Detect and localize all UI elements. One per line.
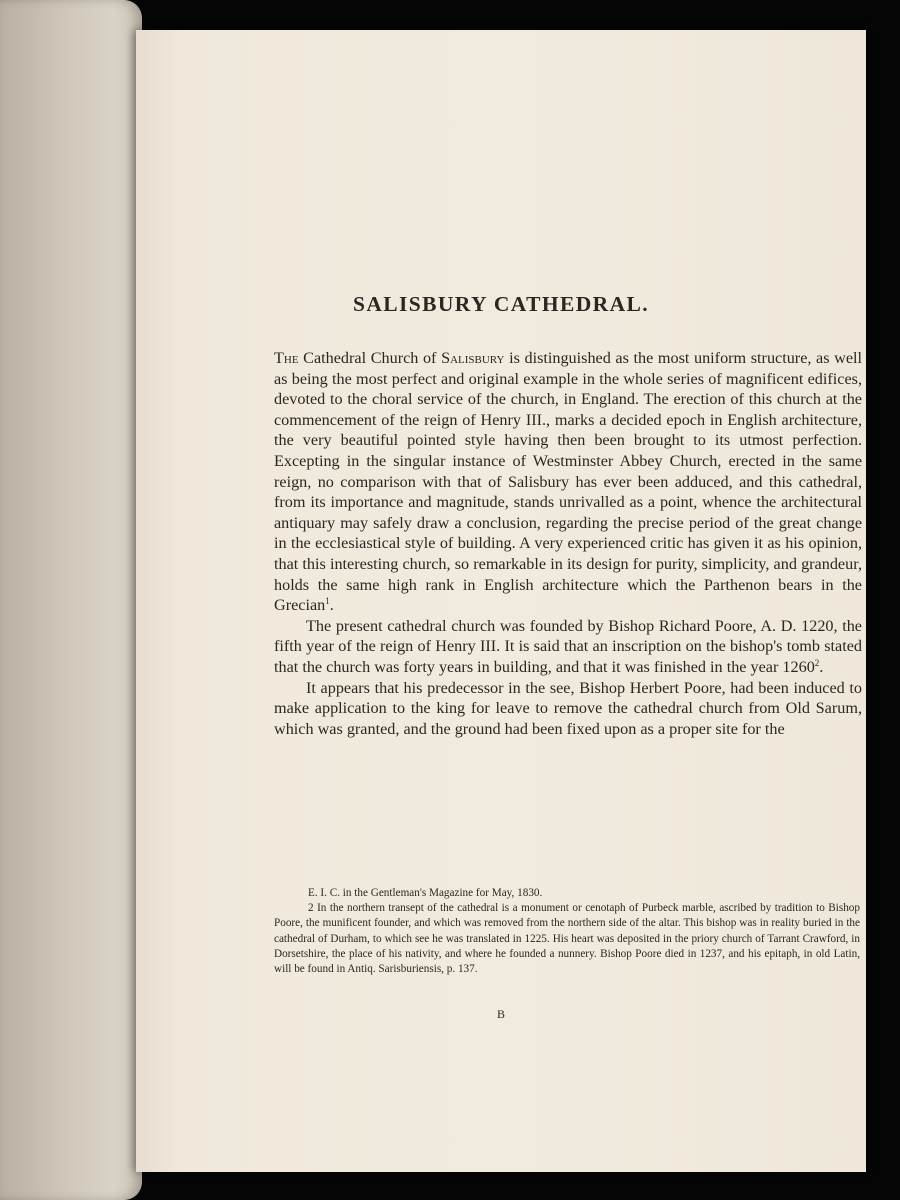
paragraph-2-text: The present cathedral church was founded by Bishop Richard Poore, A. D. 1220, the fifth year of the reign of Henry III. It is said that an inscription on the bishop's tomb stated that the church was forty years in building, and that it was finished in the year 1260	[274, 616, 862, 676]
paragraph-2	[274, 616, 862, 678]
paragraph-1-text-b: is distinguished as the most uniform structure, as well as being the most perfect and original example in the whole series of magnificent edifices, devoted to the choral service of the church, in England. The erection of this church at the commencement of the reign of Henry III., marks a decided epoch in English architecture, the very beautiful pointed style having then been brought to its utmost perfection. Excepting in the singular instance of Westminster Abbey Church, erected in the same reign, no comparison with that of Salisbury has ever been adduced, and this cathedral, from its importance and magnitude, stands unrivalled as a point, whence the architectural antiquary may safely draw a conclusion, regarding the precise period of the great change in the ecclesiastical style of building. A very experienced critic has given it as his opinion, that this interesting church, so remarkable in its design for purity, simplicity, and grandeur, holds the same high rank in English architecture which the Parthenon bears in the Grecian	[274, 349, 863, 615]
footnote-1: E. I. C. in the Gentleman's Magazine for May, 1830.	[308, 887, 543, 899]
main-text	[274, 348, 862, 739]
place-name: Salisbury	[441, 349, 505, 367]
footnote-2: 2 In the northern transept of the cathedral is a monument or cenotaph of Purbeck marble, ascribed by tradition to Bishop Poore, the munificent founder, and which was removed from the northern side of the altar. This bishop was in reality buried in the cathedral of Durham, to which see he was translated in 1225. His heart was deposited in the priory church of Tarrant Crawford, in Dorsetshire, the place of his nativity, and where he founded a nunnery. Bishop Poore died in 1237, and his epitaph, in old Latin, will be found in Antiq. Sarisburiensis, p. 137.	[274, 902, 860, 976]
paragraph-3: It appears that his predecessor in the see, Bishop Herbert Poore, had been induced to make application to the king for leave to remove the cathedral church from Old Sarum, which was granted, and the ground had been fixed upon as a proper site for the	[274, 678, 862, 738]
footnote-ref-1: 1	[325, 596, 330, 607]
paragraph-1-text-a: Cathedral Church of	[303, 349, 437, 367]
paragraph-1	[274, 348, 862, 616]
book-page	[136, 30, 866, 1172]
signature-mark: B	[496, 1007, 505, 1021]
facing-page-edge	[0, 0, 142, 1200]
page-title: SALISBURY CATHEDRAL.	[352, 292, 650, 316]
footnotes	[274, 886, 860, 977]
paragraph-1-end: .	[329, 596, 334, 615]
paragraph-2-end: .	[819, 657, 824, 676]
opening-word: The	[274, 349, 299, 367]
footnote-ref-2: 2	[814, 657, 820, 668]
